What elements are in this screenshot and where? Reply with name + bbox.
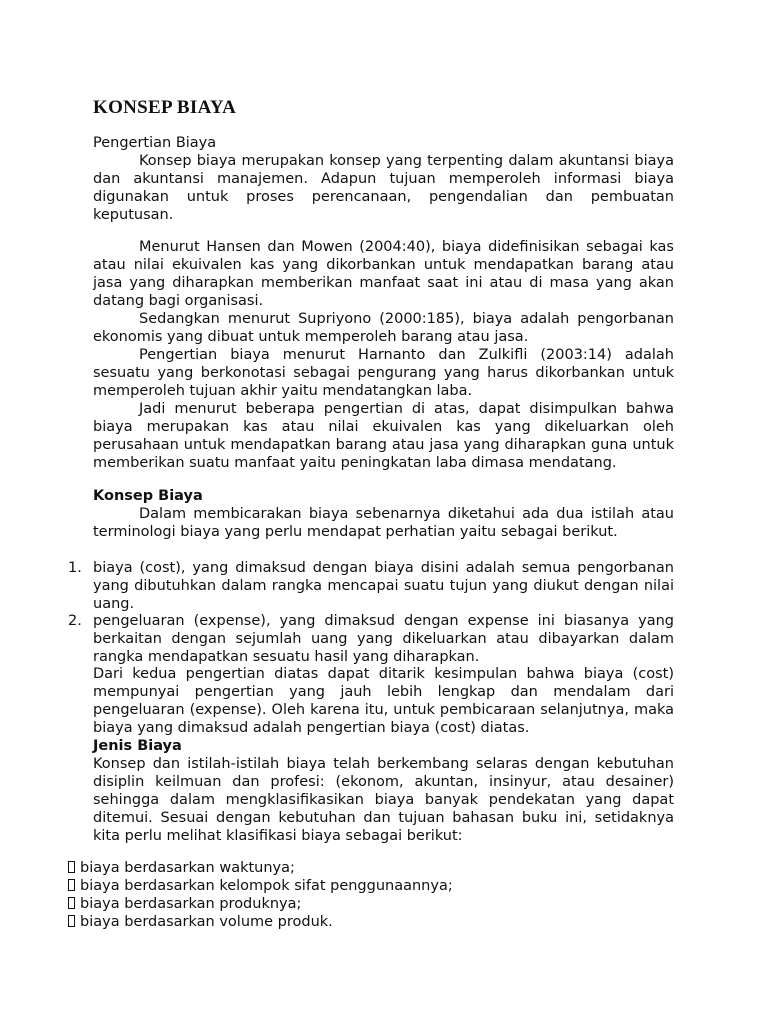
bullet-item xyxy=(68,877,453,895)
item-text: biaya (cost), yang dimaksud dengan biaya disini adalah semua pengorbanan yang dibutuhkan dalam rangka mencapai suatu tujun yang diukut dengan nilai uang. xyxy=(93,560,674,612)
heading-jenis-biaya: Jenis Biaya xyxy=(93,738,182,754)
numbered-item xyxy=(68,559,674,613)
paragraph: Sedangkan menurut Supriyono (2000:185), biaya adalah pengorbanan ekonomis yang dibuat untuk memperoleh barang atau jasa. xyxy=(93,311,674,345)
box-bullet-icon xyxy=(68,861,75,873)
paragraph: Konsep dan istilah-istilah biaya telah berkembang selaras dengan kebutuhan disiplin keilmuan dan profesi: (ekonom, akuntan, insinyur, atau desainer) sehingga dalam mengklasifikasikan biaya banyak pendekatan yang dapat ditemui. Sesuai dengan kebutuhan dan tujuan bahasan buku ini, setidaknya kita perlu melihat klasifikasi biaya sebagai berikut: xyxy=(93,756,674,844)
paragraph: Dari kedua pengertian diatas dapat ditarik kesimpulan bahwa biaya (cost) mempunyai pengertian yang jauh lebih lengkap dan mendalam dari pengeluaran (expense). Oleh karena itu, untuk pembicaraan selanjutnya, maka biaya yang dimaksud adalah pengertian biaya (cost) diatas. xyxy=(93,666,674,736)
heading-pengertian-biaya: Pengertian Biaya xyxy=(93,135,217,151)
bullet-text: biaya berdasarkan volume produk. xyxy=(80,914,333,930)
heading-konsep-biaya: Konsep Biaya xyxy=(93,488,203,504)
item-number: 2. xyxy=(68,613,82,629)
paragraph: Jadi menurut beberapa pengertian di atas, dapat disimpulkan bahwa biaya merupakan kas atau nilai ekuivalen kas yang dikeluarkan oleh perusahaan untuk mendapatkan barang atau jasa yang diharapkan guna untuk memberikan suatu manfaat yaitu peningkatan laba dimasa mendatang. xyxy=(93,401,674,471)
bullet-text: biaya berdasarkan waktunya; xyxy=(80,860,295,876)
bullet-text: biaya berdasarkan produknya; xyxy=(80,896,302,912)
bullet-item xyxy=(68,895,301,913)
box-bullet-icon xyxy=(68,897,75,909)
document-title: KONSEP BIAYA xyxy=(93,97,237,118)
bullet-item xyxy=(68,913,333,931)
paragraph: Pengertian biaya menurut Harnanto dan Zulkifli (2003:14) adalah sesuatu yang berkonotasi sebagai pengurang yang harus dikorbankan untuk memperoleh tujuan akhir yaitu mendatangkan laba. xyxy=(93,347,674,399)
box-bullet-icon xyxy=(68,915,75,927)
paragraph: Konsep biaya merupakan konsep yang terpenting dalam akuntansi biaya dan akuntansi manajemen. Adapun tujuan memperoleh informasi biaya digunakan untuk proses perencanaan, pengendalian dan pembuatan keputusan. xyxy=(93,153,674,223)
bullet-text: biaya berdasarkan kelompok sifat penggunaannya; xyxy=(80,878,453,894)
paragraph: Menurut Hansen dan Mowen (2004:40), biaya didefinisikan sebagai kas atau nilai ekuivalen kas yang dikorbankan untuk mendapatkan barang atau jasa yang diharapkan memberikan manfaat saat ini atau di masa yang akan datang bagi organisasi. xyxy=(93,239,674,309)
paragraph: Dalam membicarakan biaya sebenarnya diketahui ada dua istilah atau terminologi biaya yang perlu mendapat perhatian yaitu sebagai berikut. xyxy=(93,506,674,540)
bullet-item xyxy=(68,859,295,877)
item-number: 1. xyxy=(68,560,82,576)
box-bullet-icon xyxy=(68,879,75,891)
numbered-item xyxy=(68,612,674,666)
item-text: pengeluaran (expense), yang dimaksud dengan expense ini biasanya yang berkaitan dengan sejumlah uang yang dikeluarkan atau dibayarkan dalam rangka mendapatkan sesuatu hasil yang diharapkan. xyxy=(93,613,674,665)
